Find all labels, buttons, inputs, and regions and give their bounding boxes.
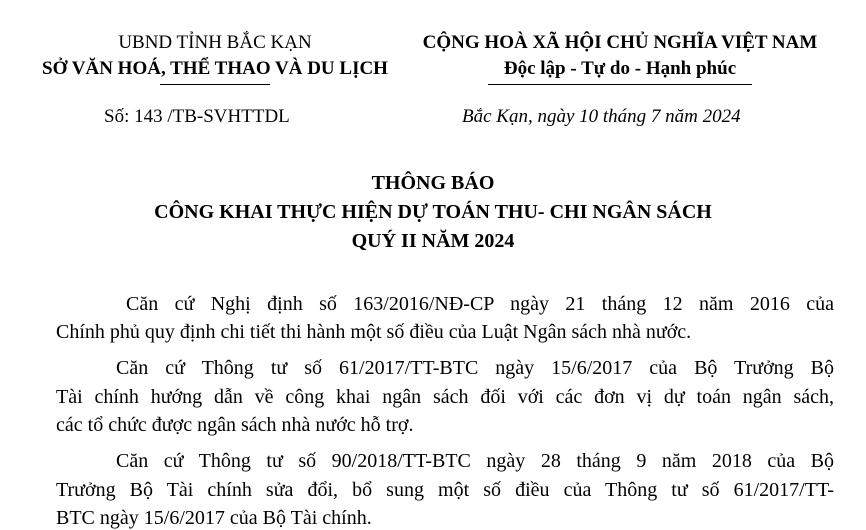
- paragraph-1-line-1: Căn cứ Nghị định số 163/2016/NĐ-CP ngày 21 tháng 12 năm 2016 của: [126, 293, 834, 315]
- paragraph-2-line-3: các tổ chức được ngân sách nhà nước hỗ trợ.: [56, 414, 414, 436]
- paragraph-3-line-1: Căn cứ Thông tư số 90/2018/TT-BTC ngày 28 tháng 9 năm 2018 của Bộ: [116, 450, 834, 472]
- paragraph-1-line-2: Chính phủ quy định chi tiết thi hành một số điều của Luật Ngân sách nhà nước.: [56, 321, 692, 343]
- paragraph-2-line-1: Căn cứ Thông tư số 61/2017/TT-BTC ngày 15/6/2017 của Bộ Trưởng Bộ: [116, 357, 834, 379]
- paragraph-2-line-2: Tài chính hướng dẫn về công khai ngân sách đối với các đơn vị dự toán ngân sách,: [56, 386, 834, 408]
- document-subject-line1: CÔNG KHAI THỰC HIỆN DỰ TOÁN THU- CHI NGÂN SÁCH: [154, 201, 712, 223]
- national-title: CỘNG HOÀ XÃ HỘI CHỦ NGHĨA VIỆT NAM: [422, 32, 818, 53]
- right-header-rule: [488, 84, 752, 85]
- place-and-date: Bắc Kạn, ngày 10 tháng 7 năm 2024: [462, 106, 741, 127]
- national-motto: Độc lập - Tự do - Hạnh phúc: [503, 58, 737, 79]
- issuing-department: SỞ VĂN HOÁ, THỂ THAO VÀ DU LỊCH: [42, 58, 388, 79]
- document-title: THÔNG BÁO: [371, 172, 495, 194]
- left-header-rule: [160, 84, 270, 85]
- issuing-authority: UBND TỈNH BẮC KẠN: [118, 32, 312, 53]
- document-subject-line2: QUÝ II NĂM 2024: [351, 230, 515, 252]
- document-number: Số: 143 /TB-SVHTTDL: [104, 106, 290, 127]
- paragraph-3-line-2: Trưởng Bộ Tài chính sửa đổi, bổ sung một số điều của Thông tư số 61/2017/TT-: [56, 479, 834, 501]
- paragraph-3-line-3: BTC ngày 15/6/2017 của Bộ Tài chính.: [56, 507, 372, 529]
